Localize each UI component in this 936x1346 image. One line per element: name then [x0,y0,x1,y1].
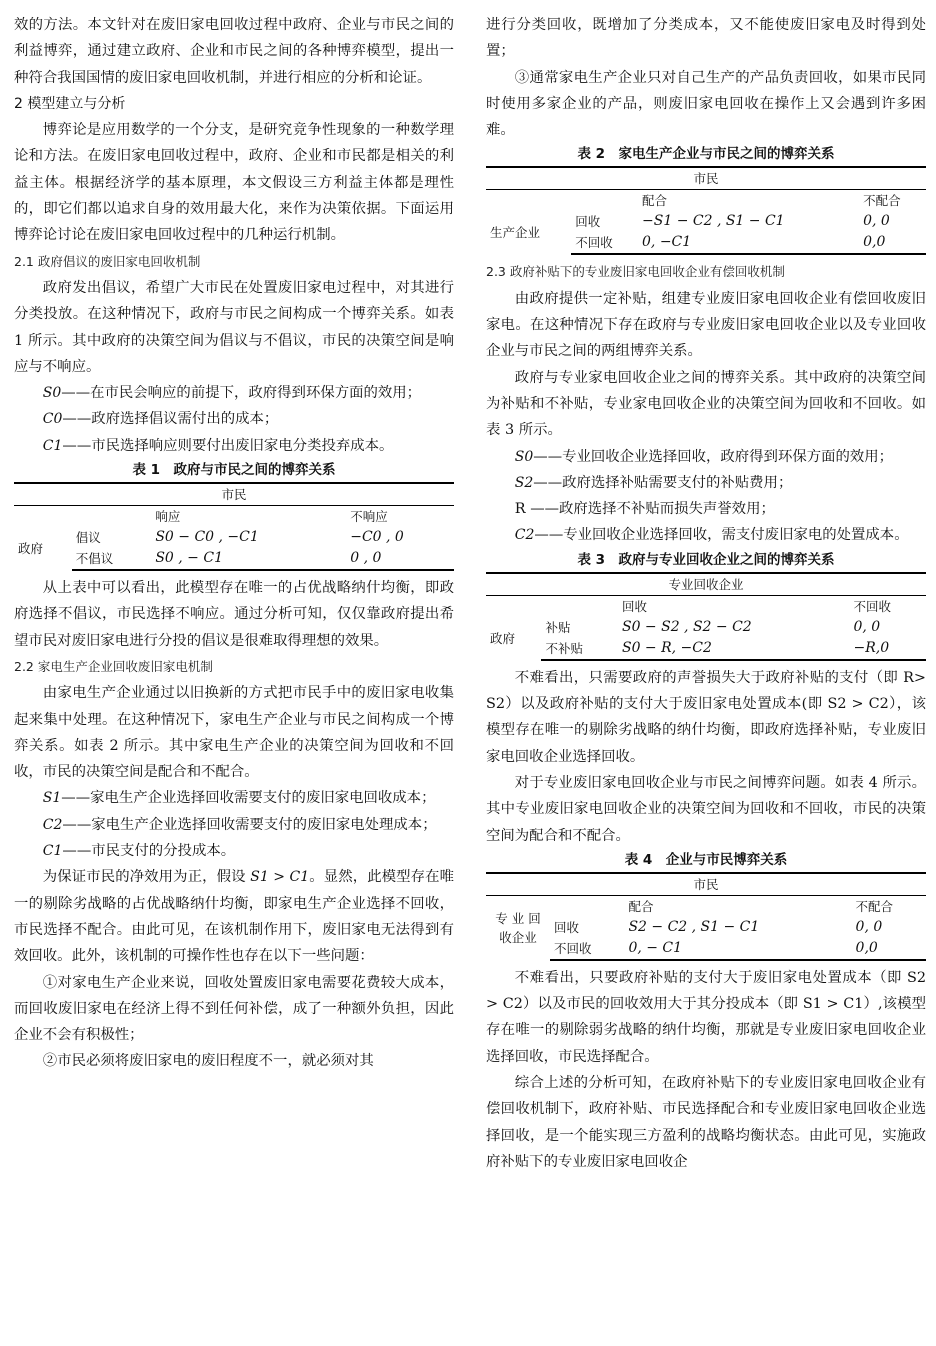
payoff-cell: −S1 − C2 , S1 − C1 [642,213,785,230]
table-header: 市民 [486,167,926,190]
definition: C2——专业回收企业选择回收，需支付废旧家电的处置成本。 [514,527,909,544]
table-caption: 表 4 企业与市民博弈关系 [624,851,788,868]
row-label: 不倡议 [72,548,152,570]
paragraph: 由政府提供一定补贴，组建专业废旧家电回收企业有偿回收废旧家电。在这种情况下存在政府与专业废旧家电回收企业以及专业回收企业与市民之间的两组博弈关系。 [486,290,926,360]
paragraph: 效的方法。本文针对在废旧家电回收过程中政府、企业与市民之间的利益博弈，通过建立政府、企业和市民之间的各种博弈模型，提出一种符合我国国情的废旧家电回收机制，并进行相应的分析和论证。 [14,17,454,86]
player-label: 政府 [490,630,516,646]
definition: S0——在市民会响应的前提下，政府得到环保方面的效用； [42,385,422,402]
game-table-2 [486,166,926,255]
symbol: S1 [42,790,62,807]
row-label: 倡议 [75,530,101,546]
paragraph: 进行分类回收，既增加了分类成本，又不能使废旧家电及时得到处置； [486,17,926,60]
paragraph: 为保证市民的净效用为正，假设 S1 > C1。显然，此模型存在唯一的剔除劣战略的占优战略纳什均衡，即家电生产企业选择不回收，市民选择不配合。由此可见，在该机制作用下，废旧家电无法得到有效回收。此外，该机制的可操作性也存在以下一些问题： [14,869,454,965]
right-column [486,12,926,1175]
definition: C0——政府选择倡议需付出的成本； [42,411,279,428]
payoff-cell: S0 − S2 , S2 − C2 [621,618,752,635]
paragraph: 博弈论是应用数学的一个分支，是研究竞争性现象的一种数学理论和方法。在废旧家电回收过程中，政府、企业和市民都是相关的利益主体。根据经济学的基本原理，本文假设三方利益主体都是理性的，即它们都以追求自身的效用最大化，来作为决策依据。下面运用博弈论讨论在废旧家电回收过程中的几种运行机制。 [14,122,454,244]
definition: S2——政府选择补贴需要支付的补贴费用； [514,474,793,491]
symbol: C0 [42,411,63,428]
table-header: 市民 [14,483,454,506]
row-label: 补贴 [545,619,571,635]
paragraph: 政府与专业家电回收企业之间的博弈关系。其中政府的决策空间为补贴和不补贴，专业家电回收企业的决策空间为回收和不回收。如表 3 所示。 [486,369,926,439]
payoff-cell: −R,0 [849,638,926,660]
game-table-1 [14,482,454,571]
definition: C1——市民支付的分投成本。 [42,843,236,860]
payoff-cell: 0 , 0 [346,548,454,570]
payoff-cell: S0 − R, −C2 [618,638,850,660]
column-label: 响应 [155,509,181,525]
section-heading: 2 模型建立与分析 [14,95,126,112]
definition: R ——政府选择不补贴而损失声誉效用； [514,501,775,518]
payoff-cell: 0,0 [852,938,926,960]
paragraph: 不难看出，只要政府补贴的支付大于废旧家电处置成本（即 S2 > C2）以及市民的回收效用大于其分投成本（即 S1 > C1）,该模型存在唯一的剔除弱劣战略的纳什均衡，那就是专业废旧家电回收企业选择回收，市民选择配合。 [486,969,926,1065]
paragraph: ①对家电生产企业来说，回收处置废旧家电需要花费较大成本，而回收废旧家电在经济上得不到任何补偿，成了一种额外负担，因此企业不会有积极性； [14,974,454,1044]
player-label: 专 业 回 收企业 [495,910,541,945]
paragraph: ③通常家电生产企业只对自己生产的产品负责回收，如果市民同时使用多家企业的产品，则废旧家电回收在操作上又会遇到许多困难。 [486,69,926,139]
payoff-cell: S2 − C2 , S1 − C1 [628,918,760,935]
row-label: 不补贴 [541,638,618,660]
subsection-heading: 2.3 政府补贴下的专业废旧家电回收企业有偿回收机制 [486,264,785,280]
payoff-cell: 0, − C1 [624,938,851,960]
column-label: 不响应 [350,509,388,525]
payoff-cell: 0, 0 [855,918,883,935]
left-column [14,12,454,1075]
player-label: 生产企业 [490,225,541,241]
table-caption: 表 2 家电生产企业与市民之间的博弈关系 [577,146,835,163]
player-label: 政府 [18,541,44,557]
symbol: C1 [42,437,63,454]
definition: C2——家电生产企业选择回收需要支付的废旧家电处理成本； [42,816,437,833]
payoff-cell: 0, 0 [853,618,881,635]
column-label: 配合 [628,898,654,914]
symbol: R [514,501,526,518]
paragraph: 综合上述的分析可知，在政府补贴下的专业废旧家电回收企业有偿回收机制下，政府补贴、市民选择配合和专业废旧家电回收企业选择回收，是一个能实现三方盈利的战略均衡状态。由此可见，实施政府补贴下的专业废旧家电回收企 [486,1075,926,1170]
symbol: S2 [514,474,534,491]
column-label: 不配合 [855,898,894,914]
column-label: 不配合 [863,193,901,209]
paragraph: 不难看出，只需要政府的声誉损失大于政府补贴的支付（即 R> S2）以及政府补贴的支付大于废旧家电处置成本(即 S2 > C2），该模型存在唯一的剔除劣战略的纳什均衡，即政府选择补贴，专业废旧家电回收企业选择回收。 [486,669,926,765]
symbol: C1 [42,843,63,860]
column-label: 回收 [621,598,647,614]
symbol: S0 [42,385,62,402]
definition: S1——家电生产企业选择回收需要支付的废旧家电回收成本； [42,790,436,807]
inline-math: S1 > C1 [250,869,310,886]
payoff-cell: 0, 0 [863,213,890,230]
payoff-cell: −C0 , 0 [350,529,404,546]
column-label: 配合 [642,193,668,209]
symbol: S0 [514,448,534,465]
definition: C1——市民选择响应则要付出废旧家电分类投弃成本。 [42,437,394,454]
subsection-heading: 2.1 政府倡议的废旧家电回收机制 [14,253,201,269]
row-label: 不回收 [550,938,624,960]
table-header: 专业回收企业 [486,573,926,596]
paragraph: 从上表中可以看出，此模型存在唯一的占优战略纳什均衡，即政府选择不倡议，市民选择不响应。通过分析可知，仅仅靠政府提出希望市民对废旧家电进行分投的倡议是很难取得理想的效果。 [14,580,454,649]
game-table-3 [486,572,926,661]
payoff-cell: 0,0 [859,232,926,254]
payoff-cell: 0, −C1 [638,232,859,254]
table-caption: 表 1 政府与市民之间的博弈关系 [132,462,336,479]
row-label: 回收 [554,919,580,935]
subsection-heading: 2.2 家电生产企业回收废旧家电机制 [14,658,213,674]
paragraph: ②市民必须将废旧家电的废旧程度不一，就必须对其 [42,1053,374,1070]
game-table-4 [486,872,926,961]
payoff-cell: S0 , − C1 [151,548,346,570]
table-caption: 表 3 政府与专业回收企业之间的博弈关系 [577,551,835,568]
paragraph: 对于专业废旧家电回收企业与市民之间博弈问题。如表 4 所示。其中专业废旧家电回收企业的决策空间为回收和不回收，市民的决策空间为配合和不配合。 [486,774,926,844]
row-label: 不回收 [571,232,638,254]
symbol: C2 [42,816,63,833]
payoff-cell: S0 − C0 , −C1 [155,529,259,546]
symbol: C2 [514,527,535,544]
row-label: 回收 [575,214,601,230]
paragraph: 政府发出倡议，希望广大市民在处置废旧家电过程中，对其进行分类投放。在这种情况下，政府与市民之间构成一个博弈关系。如表 1 所示。其中政府的决策空间为倡议与不倡议，市民的决策空间是响应与不响应。 [14,279,454,375]
column-label: 不回收 [853,598,891,614]
table-header: 市民 [486,873,926,896]
paragraph: 由家电生产企业通过以旧换新的方式把市民手中的废旧家电收集起来集中处理。在这种情况下，家电生产企业与市民之间构成一个博弈关系。如表 2 所示。其中家电生产企业的决策空间为回收和不回收，市民的决策空间是配合和不配合。 [14,685,454,781]
definition: S0——专业回收企业选择回收，政府得到环保方面的效用； [514,448,894,465]
